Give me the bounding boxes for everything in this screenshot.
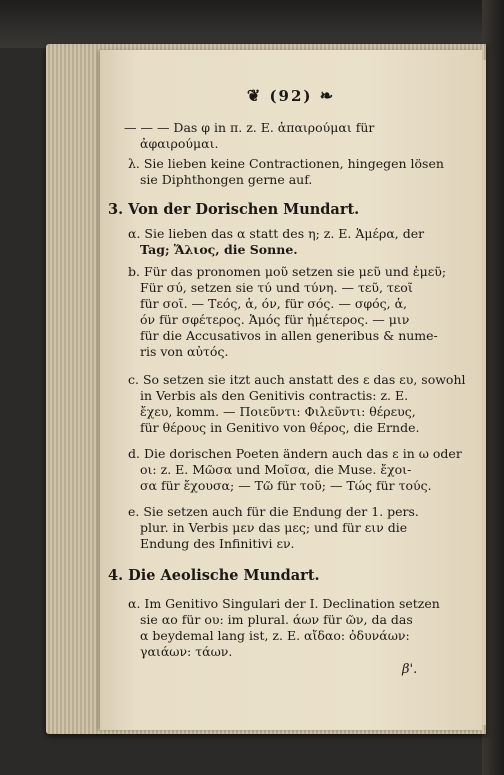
text-line: σα für ἔχουσα; — Τῶ für τοῦ; — Τώς für τούς. — [140, 478, 432, 493]
ornament-right-icon: ❧ — [319, 86, 336, 105]
text-line: für die Accusativos in allen generibus & nume- — [140, 328, 438, 343]
page-number: (92) — [269, 87, 313, 105]
section-heading: 4. Die Aeolische Mundart. — [108, 567, 320, 584]
text-line: — — — Das φ in π. z. E. ἀπαιρούμαι für — [124, 120, 375, 135]
text-line: sie αο für ου: im plural. άων für ῶν, da das — [140, 612, 413, 627]
signature-mark: β'. — [402, 662, 418, 677]
text-line: Endung des Infinitivi εν. — [140, 536, 295, 551]
text-line: Tag; Ἅλιος, die Sonne. — [140, 242, 298, 257]
ornament-left-icon: ❦ — [246, 86, 263, 105]
text-line: für θέρους in Genitivo von θέρος, die Ernde. — [140, 420, 420, 435]
section-heading: 3. Von der Dorischen Mundart. — [108, 201, 360, 218]
text-line: ris von αὐτός. — [140, 344, 229, 359]
text-line: γαιάων: τάων. — [140, 644, 233, 659]
text-line: sie Diphthongen gerne auf. — [140, 172, 313, 187]
book-page — [100, 50, 482, 730]
text-line: όν für σφέτερος. Ἁμός für ἡμέτερος. — μιν — [140, 312, 410, 327]
text-line: α. Im Genitivo Singulari der I. Declination setzen — [128, 596, 440, 611]
text-line: Für σύ, setzen sie τύ und τύνη. — τεῦ, τεοῖ — [140, 280, 413, 295]
text-line: für σοῖ. — Τεός, ἁ, όν, für σός. — σφός, ἁ, — [140, 296, 408, 311]
text-line: plur. in Verbis μεν das μες; und für ειν die — [140, 520, 408, 535]
page-edge-right — [482, 60, 486, 725]
dark-background — [0, 0, 504, 48]
text-line: c. So setzen sie itzt auch anstatt des ε das ευ, sowohl — [128, 372, 466, 387]
text-line: οι: z. E. Μῶσα und Μοῖσα, die Muse. ἔχοι- — [140, 462, 412, 477]
text-line: ἀφαιρούμαι. — [140, 136, 219, 151]
text-line: b. Für das pronomen μοῦ setzen sie μεῦ und ἐμεῦ; — [128, 264, 447, 279]
text-line: α. Sie lieben das α statt des η; z. E. Ἁμέρα, der — [128, 226, 425, 241]
text-line: e. Sie setzen auch für die Endung der 1. pers. — [128, 504, 419, 519]
text-line: ἔχευ, komm. — Ποιεῦντι: Φιλεῦντι: θέρευς, — [140, 404, 416, 419]
page-header — [100, 86, 482, 105]
text-line: α beydemal lang ist, z. E. αἴδαο: ὀδυνάων: — [140, 628, 410, 643]
text-line: in Verbis als den Genitivis contractis: z. E. — [140, 388, 409, 403]
text-line: λ. Sie lieben keine Contractionen, hingegen lösen — [128, 156, 444, 171]
text-line: d. Die dorischen Poeten ändern auch das ε in ω oder — [128, 446, 462, 461]
